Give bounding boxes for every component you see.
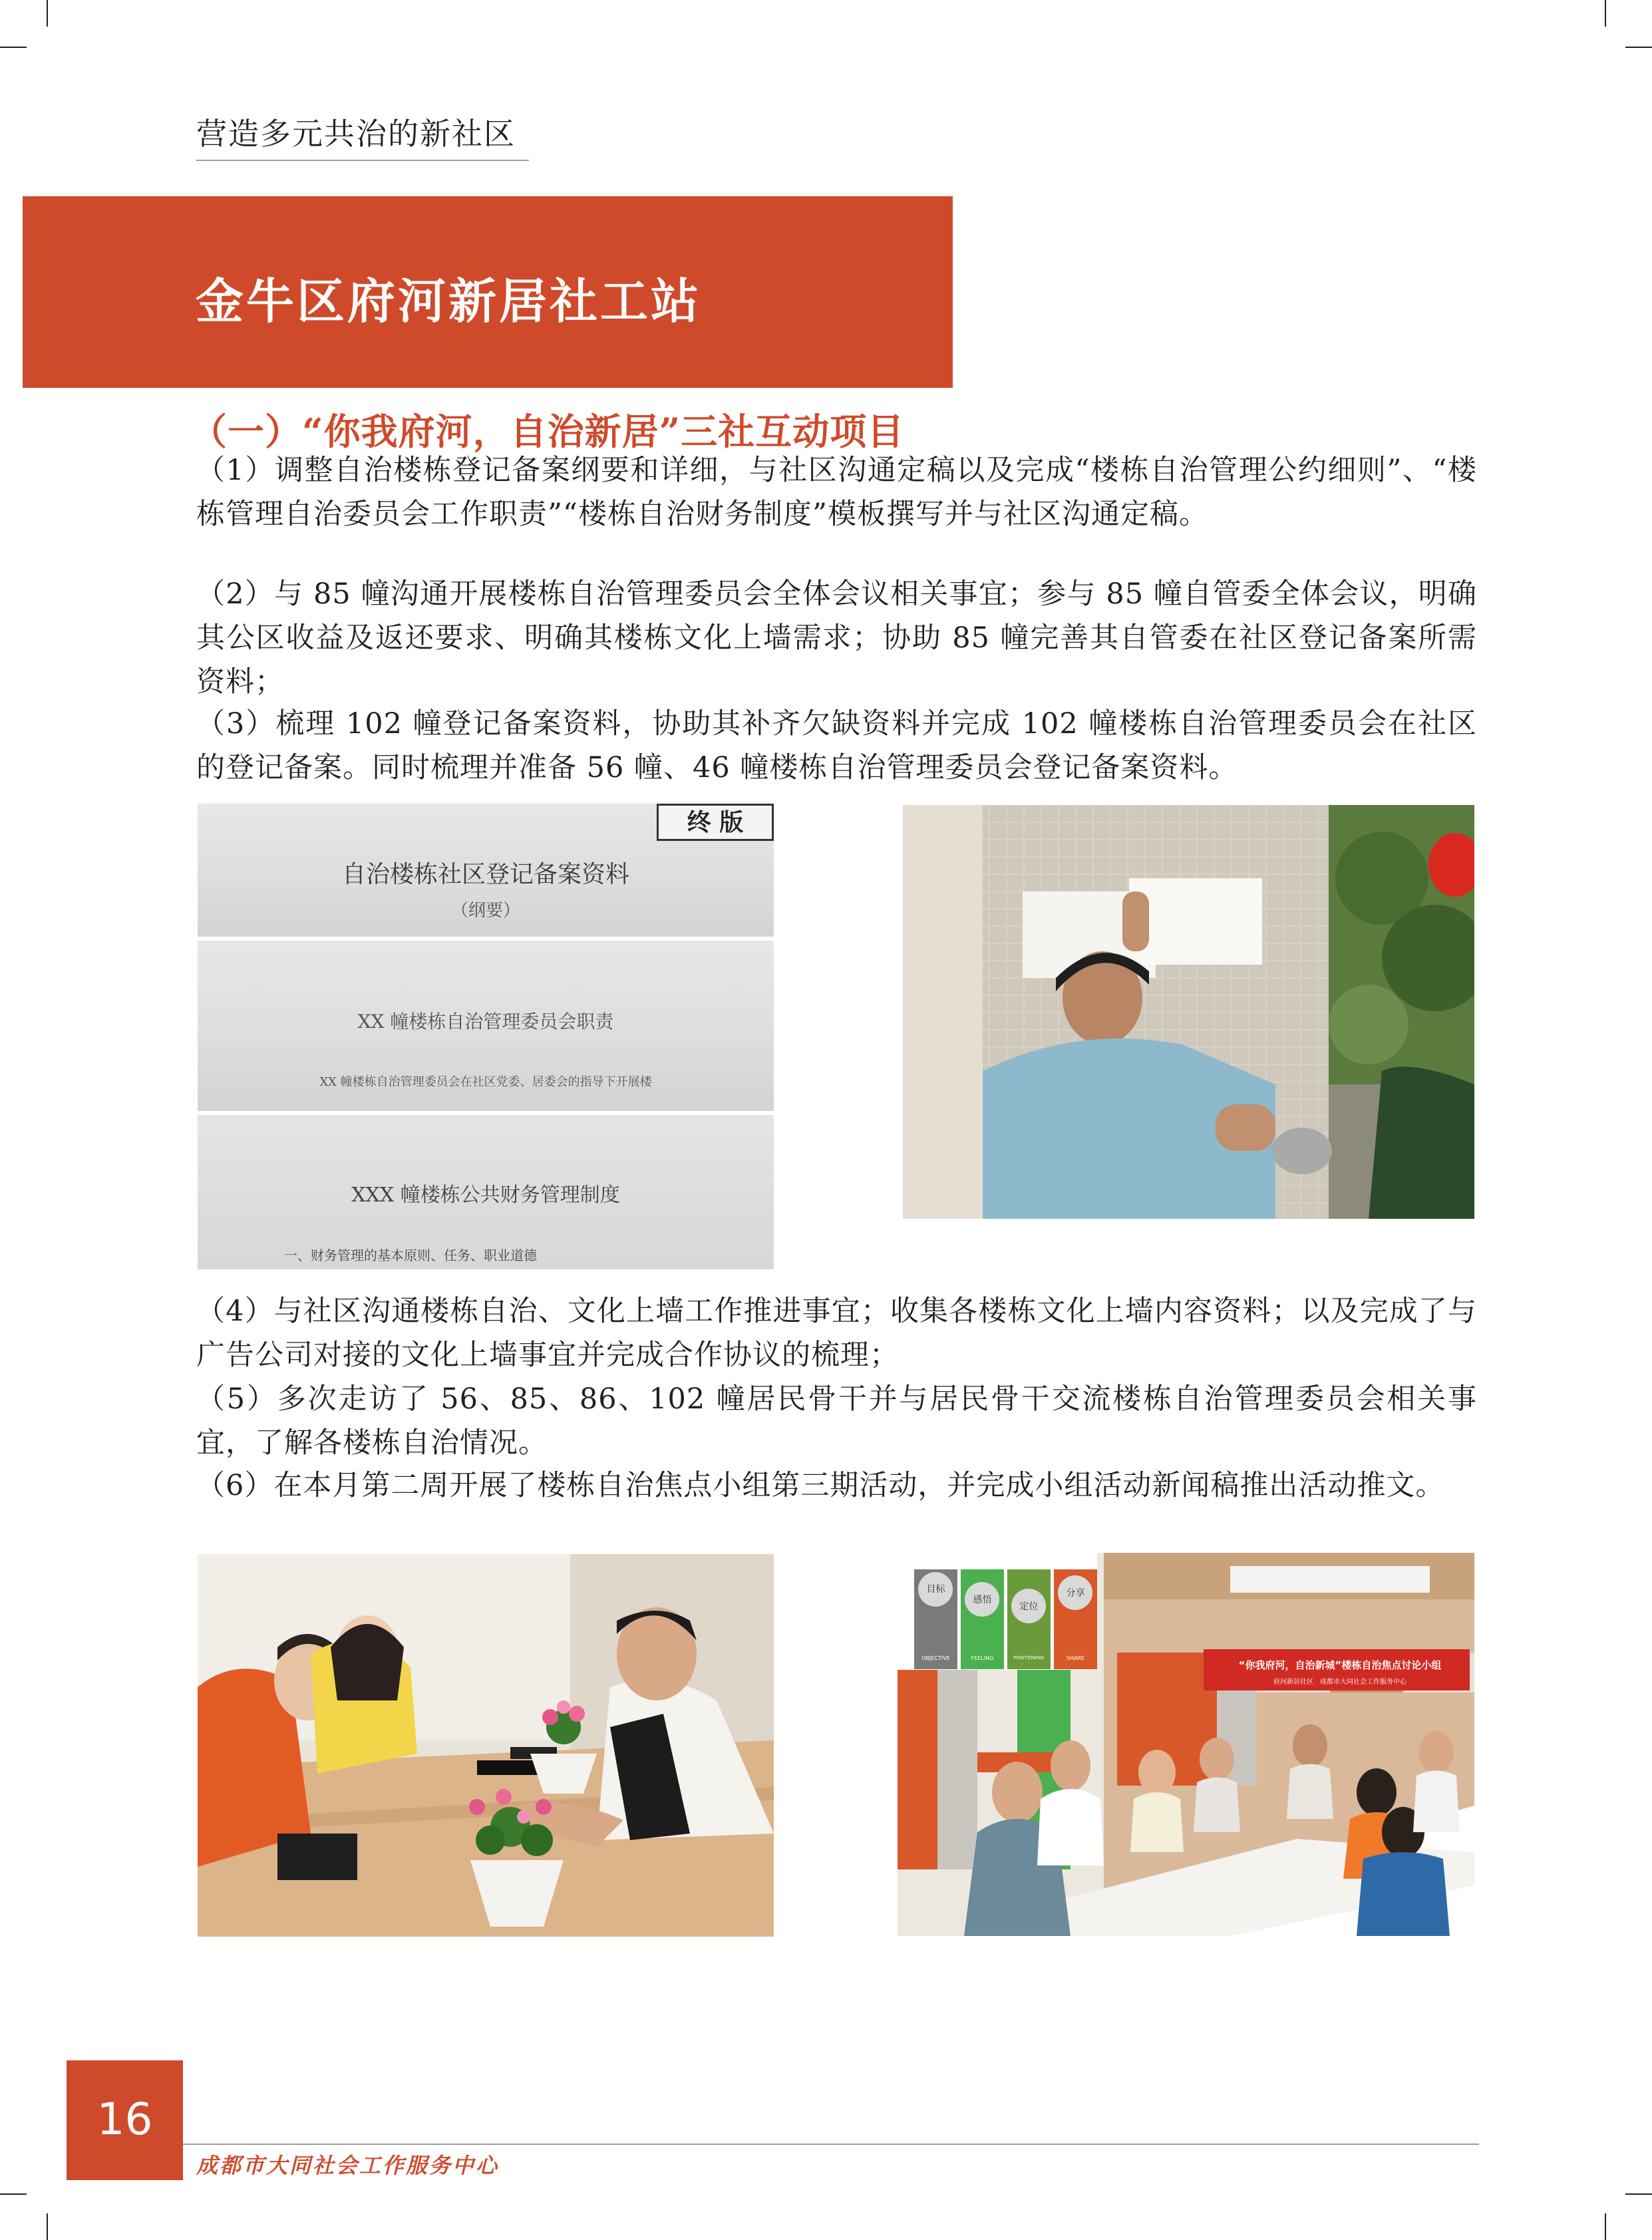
wall-panel-positioning — [1007, 1573, 1051, 1661]
meeting-banner — [1210, 1653, 1470, 1690]
wall-panel-objective — [914, 1573, 957, 1661]
crop-mark — [1605, 2213, 1606, 2240]
crop-mark — [0, 47, 27, 48]
page-title: 金牛区府河新居社工站 — [196, 273, 702, 329]
crop-mark — [47, 0, 48, 27]
crop-mark — [0, 2193, 27, 2195]
crop-mark — [1625, 47, 1652, 48]
crop-mark — [47, 2213, 48, 2240]
crop-mark — [1605, 0, 1606, 27]
title-band — [23, 196, 953, 388]
wall-panel-en-label: POSITIONING — [1013, 1655, 1045, 1661]
footer-rule — [183, 2144, 1479, 2145]
meeting-banner-subtitle: 府河新居社区 成都市大同社会工作服务中心 — [1273, 1679, 1406, 1686]
paragraph-6: （6）在本月第二周开展了楼栋自治焦点小组第三期活动，并完成小组活动新闻稿推出活动推文。 — [196, 1469, 1445, 1502]
running-head-rule — [196, 160, 529, 161]
wall-panel-share — [1054, 1573, 1097, 1661]
doc-panel-1-subtitle: （纲要） — [450, 901, 520, 921]
crop-mark — [1625, 2193, 1652, 2195]
paragraph-1: （1）调整自治楼栋登记备案纲要和详细，与社区沟通定稿以及完成“楼栋自治管理公约细则”、“楼栋管理自治委员会工作职责”“楼栋自治财务制度”模板撰写并与社区沟通定稿。 — [196, 454, 1477, 531]
wall-panel-label: 目标 — [926, 1584, 945, 1595]
paragraph-4: （4）与社区沟通楼栋自治、文化上墙工作推进事宜；收集各楼栋文化上墙内容资料；以及完成了与广告公司对接的文化上墙事宜并完成合作协议的梳理； — [196, 1295, 1477, 1372]
page-number-box — [67, 2060, 183, 2180]
focus-group-photo — [898, 1553, 1474, 1936]
paragraph-3: （3）梳理 102 幢登记备案资料，协助其补齐欠缺资料并完成 102 幢楼栋自治管理委员会在社区的登记备案。同时梳理并准备 56 幢、46 幢楼栋自治管理委员会登记备案资料。 — [196, 707, 1477, 784]
paragraph-5: （5）多次走访了 56、85、86、102 幢居民骨干并与居民骨干交流楼栋自治管理委员会相关事宜，了解各楼栋自治情况。 — [196, 1382, 1477, 1460]
wall-panel-label: 分享 — [1066, 1588, 1085, 1599]
doc-panel-3-title: XXX 幢楼栋公共财务管理制度 — [351, 1184, 620, 1207]
resident-interview-illustration — [198, 1554, 774, 1937]
doc-panel-3-subtitle: 一、财务管理的基本原则、任务、职业道德 — [284, 1247, 537, 1263]
doc-panel-2-title: XX 幢楼栋自治管理委员会职责 — [357, 1011, 614, 1033]
doc-panel-2 — [198, 941, 774, 1111]
doc-panel-1-title: 自治楼栋社区登记备案资料 — [341, 861, 629, 888]
paragraph-2: （2）与 85 幢沟通开展楼栋自治管理委员会全体会议相关事宜；参与 85 幢自管委全体会议，明确其公区收益及返还要求、明确其楼栋文化上墙需求；协助 85 幢完善其自管委在社区登记备案所需资料； — [196, 577, 1477, 699]
document-scan-photo — [198, 804, 774, 1269]
section-heading: （一）“你我府河，自治新居”三社互动项目 — [190, 410, 905, 453]
wall-panel-en-label: FEELING — [971, 1655, 994, 1661]
wall-panel-feeling — [961, 1573, 1004, 1661]
footer-organization: 成都市大同社会工作服务中心 — [196, 2153, 500, 2178]
meeting-banner-title: “你我府河，自治新城”楼栋自治焦点讨论小组 — [1238, 1659, 1442, 1671]
wall-panel-label: 定位 — [1019, 1601, 1039, 1612]
doc-panel-1 — [198, 804, 774, 937]
posting-notice-photo — [903, 805, 1474, 1219]
wall-panel-en-label: SHARE — [1066, 1655, 1085, 1661]
final-version-stamp: 终 版 — [657, 804, 774, 841]
resident-interview-photo — [198, 1554, 774, 1937]
doc-panel-2-subtitle: XX 幢楼栋自治管理委员会在社区党委、居委会的指导下开展楼 — [319, 1075, 652, 1089]
doc-panel-3 — [198, 1115, 774, 1269]
running-head: 营造多元共治的新社区 — [196, 116, 516, 152]
posting-notice-illustration — [903, 805, 1474, 1219]
wall-panel-en-label: OBJECTIVE — [921, 1655, 950, 1661]
page-number: 16 — [96, 2094, 153, 2145]
wall-panel-label: 感悟 — [973, 1595, 992, 1605]
